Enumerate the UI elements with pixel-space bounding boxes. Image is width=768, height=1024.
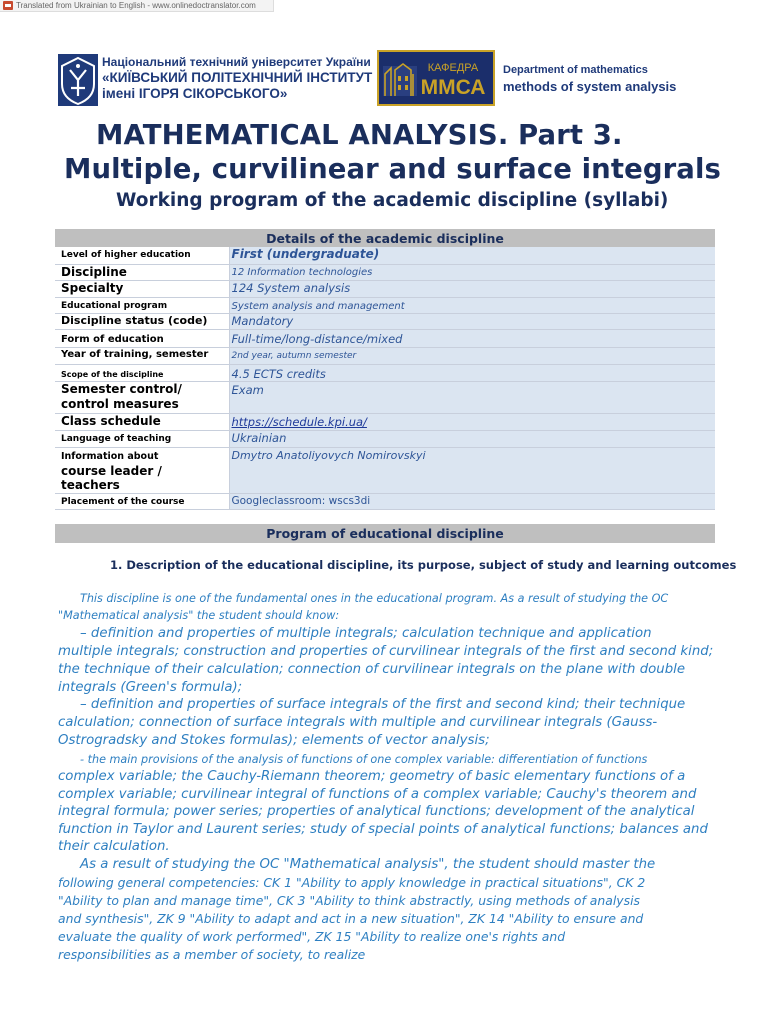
university-name-line2: «КИЇВСЬКИЙ ПОЛІТЕХНІЧНИЙ ІНСТИТУТ <box>102 70 373 85</box>
row-label-line3: teachers <box>61 477 120 492</box>
department-name-line2: methods of system analysis <box>503 79 677 94</box>
document-title-line2: Multiple, curvilinear and surface integrals <box>64 153 721 185</box>
translator-banner[interactable] <box>0 0 274 12</box>
table-row <box>55 247 715 264</box>
table-row <box>55 313 715 329</box>
discipline-details-table <box>55 229 715 510</box>
row-value: Dmytro Anatoliyovych Nomirovskyi <box>229 447 715 493</box>
department-logo-line1: КАФЕДРА <box>427 62 479 74</box>
body-line: responsibilities as a member of society, to realize <box>58 947 366 962</box>
row-label: Specialty <box>55 280 229 297</box>
row-label-line1: Semester control/ <box>61 381 182 396</box>
row-value: Full-time/long-distance/mixed <box>229 329 715 347</box>
row-label-line2: course leader / <box>61 463 162 478</box>
row-label-line2: control measures <box>61 396 179 411</box>
row-label-line1: Information about <box>61 450 159 462</box>
row-label: Class schedule <box>55 413 229 430</box>
body-line: evaluate the quality of work performed", ZK 15 "Ability to realize one's rights and <box>58 929 566 944</box>
row-value: 4.5 ECTS credits <box>229 364 715 381</box>
body-line: "Ability to plan and manage time", CK 3 "Ability to think abstractly, using methods of analysis <box>58 893 640 908</box>
body-line: multiple integrals; construction and properties of curvilinear integrals of the first and second kind; <box>58 644 714 659</box>
department-logo-line2: ММСА <box>420 76 486 99</box>
body-line: the technique of their calculation; connection of curvilinear integrals on the plane with double <box>58 662 686 677</box>
body-line: and synthesis", ZK 9 "Ability to adapt and act in a new situation", ZK 14 "Ability to ensure and <box>58 911 644 926</box>
row-value: System analysis and management <box>229 297 715 313</box>
table-row <box>55 297 715 313</box>
university-name-line1: Національний технічний університет України <box>102 55 371 69</box>
department-name-line1: Department of mathematics <box>503 64 648 76</box>
body-line: function in Taylor and Laurent series; study of special points of analytical functions; balances and <box>58 822 708 837</box>
department-logo <box>377 50 495 106</box>
body-line: complex variable; curvilinear integral of functions of a complex variable; Cauchy's theorem and <box>58 787 697 802</box>
row-label: Year of training, semester <box>55 347 229 364</box>
row-label: Form of education <box>55 329 229 347</box>
document-subtitle: Working program of the academic discipline (syllabi) <box>116 190 669 211</box>
body-line: complex variable; the Cauchy-Riemann theorem; geometry of basic elementary functions of a <box>58 769 686 784</box>
details-table-header: Details of the academic discipline <box>55 229 715 247</box>
program-section-header: Program of educational discipline <box>55 524 715 543</box>
body-line: their calculation. <box>58 839 170 854</box>
body-line: – definition and properties of multiple integrals; calculation technique and application <box>80 626 652 641</box>
table-row <box>55 329 715 347</box>
body-line: – definition and properties of surface integrals of the first and second kind; their technique <box>80 697 686 712</box>
table-row <box>55 413 715 430</box>
table-row <box>55 264 715 280</box>
row-value: Mandatory <box>229 313 715 329</box>
table-row <box>55 347 715 364</box>
translator-banner-text: Translated from Ukrainian to English - www.onlinedoctranslator.com <box>16 1 256 10</box>
row-label: Educational program <box>55 297 229 313</box>
table-row <box>55 280 715 297</box>
translator-icon <box>3 1 13 10</box>
body-line: "Mathematical analysis" the student should know: <box>58 609 340 622</box>
row-value: Exam <box>229 381 715 413</box>
row-label: Discipline status (code) <box>55 313 229 329</box>
row-label <box>55 447 229 493</box>
university-name-line3: імені ІГОРЯ СІКОРСЬКОГО» <box>102 86 288 101</box>
row-label: Level of higher education <box>55 247 229 264</box>
row-label: Discipline <box>55 264 229 280</box>
class-schedule-link[interactable]: https://schedule.kpi.ua/ <box>229 413 715 430</box>
body-line: following general competencies: CK 1 "Ability to apply knowledge in practical situations", CK 2 <box>58 875 646 890</box>
row-label: Placement of the course <box>55 493 229 509</box>
row-value: 2nd year, autumn semester <box>229 347 715 364</box>
section-1-heading: 1. Description of the educational discipline, its purpose, subject of study and learning outcomes <box>110 558 737 572</box>
body-line: integrals (Green's formula); <box>58 680 243 695</box>
body-line: - the main provisions of the analysis of functions of one complex variable: differentiation of functions <box>80 753 648 766</box>
document-title-line1: MATHEMATICAL ANALYSIS. Part 3. <box>96 119 623 151</box>
row-value: First (undergraduate) <box>229 247 715 264</box>
row-label: Scope of the discipline <box>55 364 229 381</box>
row-value: Ukrainian <box>229 430 715 447</box>
row-value: 12 Information technologies <box>229 264 715 280</box>
table-row <box>55 493 715 509</box>
row-value: 124 System analysis <box>229 280 715 297</box>
row-label <box>55 381 229 413</box>
table-row <box>55 447 715 493</box>
course-placement-value: Googleclassroom: wscs3di <box>229 493 715 509</box>
body-line: integral formula; power series; properties of analytical functions; development of the analytical <box>58 804 695 819</box>
table-row <box>55 364 715 381</box>
kpi-logo-icon <box>58 54 98 106</box>
table-row <box>55 381 715 413</box>
body-line: Ostrogradsky and Stokes formulas); elements of vector analysis; <box>58 733 490 748</box>
row-label: Language of teaching <box>55 430 229 447</box>
table-row <box>55 430 715 447</box>
department-name <box>503 63 676 96</box>
body-line: This discipline is one of the fundamental ones in the educational program. As a result of studying the OC <box>80 592 669 605</box>
body-line: calculation; connection of surface integrals with multiple and curvilinear integrals (Gauss- <box>58 715 658 730</box>
body-line: As a result of studying the OC "Mathematical analysis", the student should master the <box>80 857 656 872</box>
university-header <box>58 52 373 108</box>
